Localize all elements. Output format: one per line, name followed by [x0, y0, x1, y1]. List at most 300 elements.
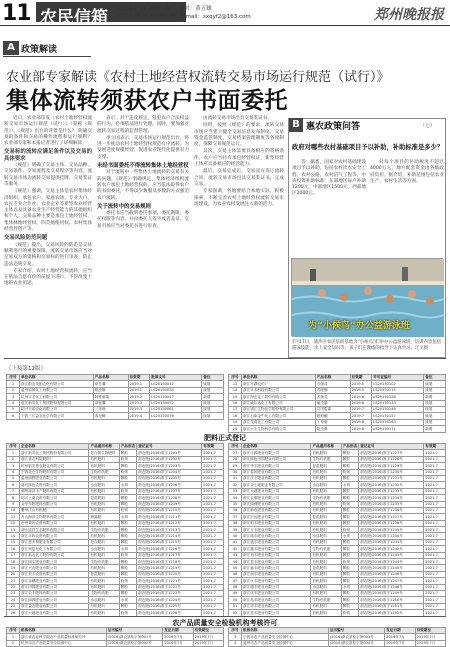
column-header: 序号 [229, 444, 242, 450]
table-cell: 浙农肥(2016)准字1241号 [359, 539, 424, 545]
table-cell: 浙农肥(2016)准字1208号 [137, 495, 202, 501]
table-cell: 浙农肥(2016)准字1225号 [137, 603, 202, 609]
table-cell: 浙农肥(2016)准字1238号 [359, 520, 424, 526]
table-cell: 续展 [202, 406, 224, 412]
table-cell: 浙江丰源肥业有限公司 [242, 450, 311, 456]
table-cell: 戊唑醇 [315, 387, 350, 393]
column-header: 有效期 [128, 375, 150, 381]
table-cell: 浙江禾本科技有限公司 [242, 387, 316, 393]
table-cell: 续展 [424, 413, 446, 419]
table-cell: 续展 [424, 400, 446, 406]
table-cell: 浙农肥(2016)准字1235号 [359, 501, 424, 507]
table-cell: 2016年7月 [385, 634, 415, 640]
table-cell: 30 [229, 469, 242, 475]
table-cell: 有机肥料 [311, 520, 341, 526]
table-cell: 浙江农康肥业有限公司 [242, 495, 311, 501]
table-cell: 2021.7 [202, 482, 224, 488]
table-cell: 2021.7 [202, 463, 224, 469]
table-cell: 水溶肥料 [311, 533, 341, 539]
table-cell: 水剂 [119, 546, 136, 552]
table-cell: 三环唑 [93, 406, 128, 412]
table-cell: 12 [7, 520, 20, 526]
table-cell: 杭州宇龙化工有限公司 [20, 394, 94, 400]
photo-headline: 为“小候鸟”办公益游泳班 [308, 321, 410, 331]
table-cell: 浙江嘉丰肥业有限公司 [242, 565, 311, 571]
table-cell: 有机肥料 [89, 488, 119, 494]
table-cell: 2021.7 [202, 533, 224, 539]
table-cell: 2021.7 [424, 559, 446, 565]
table-cell: 浙江兆丰肥业有限公司 [242, 597, 311, 603]
table-cell: 浙江绿宝肥业有限公司 [20, 559, 89, 565]
table-cell: 杭州临安惠农肥业有限公司 [20, 463, 89, 469]
column-header: 有效期至 [415, 628, 445, 634]
table-cell: 2021.7 [202, 507, 224, 513]
table-cell: 浙江泰丰肥业有限公司 [242, 559, 311, 565]
table-cell: 浙江惠多利肥业有限公司 [20, 539, 89, 545]
table-cell: 浙农肥(2016)准字1215号 [137, 539, 202, 545]
table-cell: 浙农肥(2016)准字1230号 [359, 469, 424, 475]
table-cell: 颗粒 [119, 590, 136, 596]
column-header: 有效期 [424, 444, 446, 450]
box-answer-right [370, 160, 444, 254]
table-cell: 浙农肥(2016)准字1210号 [137, 507, 202, 513]
page-header [0, 0, 450, 26]
table-cell: 颗粒 [119, 475, 136, 481]
table-cell: 2021.7 [424, 590, 446, 596]
table-cell: 2019.8 [350, 426, 372, 432]
table-cell: 2021.7 [202, 578, 224, 584]
paragraph: 《规范》强调，交易主体是农村集体经济组织、承包农户、家庭农场、专业大户、农民专业合作社、农业企业等新型农业经营主体以及具备农业生产经营能力的其他组织和个人。交易品种主要是承包土地经营权、集体林地经营权、四荒地使用权、农村集体经营性资产等。 [4, 189, 92, 233]
table-cell: 2019.1 [128, 387, 150, 393]
table-cell: 舟山海洋生物肥料有限公司 [20, 514, 89, 520]
table-cell: 1 [7, 450, 20, 456]
table-cell: 浙农肥(2016)准字1214号 [137, 533, 202, 539]
paragraph: 对每个项目的补助额度不超过4000万元。地方配套资金由各级政府负担。据介绍，补助范围包括农业生产、农村生活等方面。 [370, 160, 444, 184]
table-cell: 有机肥料 [311, 603, 341, 609]
table-cell: 33 [229, 488, 242, 494]
table-cell: 湖州南浔丰产肥料有限公司 [20, 488, 89, 494]
paragraph: 李立国表示，交易市场运行规范出台，将进一步推动农村土地经营权规范有序流转，为发展适度规模经营、促进农业现代化提供有力支撑。 [97, 135, 189, 160]
table-cell: 浙江龙湾化工有限公司 [242, 419, 316, 425]
column-header: 单位名称 [242, 375, 316, 381]
paragraph: 表示，对于违反规定，侵犯农户合法权益的行为，必须依法进行处理。同时，要加强对流转交易过程的监督管理。 [97, 116, 189, 134]
table-cell: 25 [7, 603, 20, 609]
table-row [229, 640, 446, 646]
table-cell: 颗粒 [119, 527, 136, 533]
table-cell: 2021.7 [202, 539, 224, 545]
table-cell: 啶虫脒 [315, 426, 350, 432]
table-cell: 浙江沃土肥业有限公司 [242, 475, 311, 481]
table-cell: 浙农肥(2016)准字1245号 [359, 565, 424, 571]
table-cell: 颗粒 [341, 507, 358, 513]
fertilizer-table-right [228, 443, 446, 617]
table-cell: 有机肥料 [89, 552, 119, 558]
table-cell: 生物有机肥 [89, 469, 119, 475]
table-cell: 浙农肥(2016)准字1204号 [137, 469, 202, 475]
table-cell: 2021.7 [202, 527, 224, 533]
table-cell: 浙农肥(2016)准字1229号 [359, 463, 424, 469]
table-cell: 浙农肥(2016)准字1218号 [137, 559, 202, 565]
table-cell: 生物有机肥 [89, 527, 119, 533]
table-cell: 2019.5 [350, 381, 372, 387]
column-header: 有效期 [202, 444, 224, 450]
column-header: 产品名称 [93, 375, 128, 381]
table-cell: 有机肥料 [311, 501, 341, 507]
table-cell: 浙农肥(2016)准字1249号 [359, 590, 424, 596]
table-cell: 19 [229, 419, 242, 425]
table-cell: 2021.7 [424, 546, 446, 552]
section-divider [3, 56, 91, 57]
table-cell: 2021.7 [202, 571, 224, 577]
table-cell: 有机肥料 [311, 469, 341, 475]
table-cell: 有机肥料 [311, 527, 341, 533]
table-cell: (2016)浙农质检字第004号 [328, 640, 384, 646]
table-cell: 颗粒 [119, 450, 136, 456]
table-cell: 复合肥料 [89, 539, 119, 545]
table-cell: 2016年7月 [385, 640, 415, 646]
table-cell: 颗粒 [341, 571, 358, 577]
table-cell: 32 [229, 482, 242, 488]
table-cell: LS20150052 [150, 400, 202, 406]
table-cell: 36 [229, 507, 242, 513]
table-cell: 4 [229, 640, 242, 646]
table-cell: 颗粒 [341, 514, 358, 520]
table-cell: 颗粒 [119, 565, 136, 571]
table-cell: 2021.7 [424, 603, 446, 609]
table-cell: 浙江永丰肥业有限公司 [242, 578, 311, 584]
table-cell: 24 [7, 597, 20, 603]
table-cell: 续展 [424, 387, 446, 393]
table-cell: 38 [229, 520, 242, 526]
table-row [7, 413, 224, 419]
table-cell: 2021.7 [202, 565, 224, 571]
table-cell: 水剂 [341, 584, 358, 590]
box-question: 政府对哪些农村基础项目予以补助，补助标准是多少？ [292, 144, 444, 151]
table-cell: 粉剂 [341, 559, 358, 565]
table-cell: 浙农肥(2016)准字1217号 [137, 552, 202, 558]
article-headline: 集体流转须获农户书面委托 [6, 88, 288, 114]
table-cell: 有机肥料 [89, 533, 119, 539]
table-cell: 浙农肥(2016)准字1222号 [137, 584, 202, 590]
table-cell: 44 [229, 559, 242, 565]
table-cell: 2019.3 [128, 406, 150, 412]
table-cell: LS20150078 [150, 413, 202, 419]
table-cell: 浙江春风肥业有限公司 [242, 469, 311, 475]
table-cell: 浙农肥(2016)准字1246号 [359, 571, 424, 577]
table-cell: LS20150157 [372, 413, 424, 419]
table-cell: 颗粒 [341, 495, 358, 501]
table-cell: 16 [7, 546, 20, 552]
table-cell: 6 [7, 482, 20, 488]
table-cell: 续展 [424, 406, 446, 412]
table-cell: LS20150163 [372, 419, 424, 425]
table-cell: 丽水遂昌生态肥料有限公司 [20, 527, 89, 533]
photo-caption: 7月17日，浦沙区农民培训基地为“小候鸟”们举办公益游泳班，培训内容包括游泳技能、水上安全知识等。孩子们在教练的指导下认真学习。江文摄 [292, 340, 442, 351]
table-cell: 浙江益农肥业有限公司 [20, 603, 89, 609]
contact-line: 电话：0571-86757150 E-mail：sxqyf2@163.com [118, 14, 251, 20]
table-cell: 50 [229, 597, 242, 603]
column-header: 序号 [7, 628, 20, 634]
column-header: 有效期 [350, 375, 372, 381]
table-cell: 续展 [202, 381, 224, 387]
table-cell: 粉剂 [119, 469, 136, 475]
table-cell: 颗粒 [341, 463, 358, 469]
table-cell: 宁波市农产品质量安全检测中心 [242, 634, 329, 640]
table-cell: 31 [229, 475, 242, 481]
table-cell: 草铵膦 [93, 400, 128, 406]
table-cell: 42 [229, 546, 242, 552]
table-cell: 浙农肥(2016)准字1219号 [137, 565, 202, 571]
table-cell: 有机肥料 [311, 590, 341, 596]
table-cell: 浙农肥(2016)准字1205号 [137, 475, 202, 481]
table-cell: 2016年7月 [163, 634, 193, 640]
permit-table-top-left [6, 374, 224, 420]
table-cell: 浙江庆丰肥业有限公司 [242, 590, 311, 596]
table-cell: 浙农肥(2016)准字1236号 [359, 507, 424, 513]
table-cell: 43 [229, 552, 242, 558]
table-cell: 2021.7 [424, 450, 446, 456]
table-cell: 浙江新农肥业有限公司 [242, 507, 311, 513]
table-cell: 2021.7 [202, 590, 224, 596]
table-cell: 2021.7 [424, 456, 446, 462]
table-cell: 浙江农丰肥料有限公司 [20, 590, 89, 596]
column-header: 发证日期 [385, 628, 415, 634]
table-cell: 10 [7, 507, 20, 513]
table-cell: 浙江润丰肥业有限公司 [242, 571, 311, 577]
table-cell: 浙农肥(2016)准字1243号 [359, 552, 424, 558]
table-cell: 2021.7 [424, 584, 446, 590]
table-cell: 2021.7 [424, 475, 446, 481]
table-cell: 有机肥料 [311, 507, 341, 513]
table-cell: 颗粒 [341, 539, 358, 545]
column-header: 批准文号 [150, 375, 202, 381]
table-cell: 49 [229, 590, 242, 596]
table-cell: 2019.8 [350, 419, 372, 425]
table-cell: 20 [229, 426, 242, 432]
table-cell: 浙江美丰农资有限公司 [20, 571, 89, 577]
table-cell: 41 [229, 539, 242, 545]
table-cell: 生物有机肥 [311, 495, 341, 501]
table-cell: 2021.7 [202, 456, 224, 462]
table-cell: (2016)浙农质检字第001号 [106, 634, 162, 640]
table-cell: 2021.7 [202, 488, 224, 494]
table-cell: 水剂 [341, 482, 358, 488]
table-cell: 有机肥料 [311, 552, 341, 558]
table-cell: 浙农肥(2016)准字1211号 [137, 514, 202, 520]
table-cell: 杭州市农产品质量安全检测中心 [20, 640, 107, 646]
table-cell: 粉剂 [119, 578, 136, 584]
table-cell: 46 [229, 571, 242, 577]
table-cell: 8 [7, 495, 20, 501]
table-cell: 26 [7, 610, 20, 616]
table-cell: 绍兴天诺农化有限公司 [20, 406, 94, 412]
table-cell: 浙江平湖农药厂 [242, 381, 316, 387]
table-cell: 绍兴上虞农资有限公司 [20, 495, 89, 501]
table-cell: 40 [229, 533, 242, 539]
table-cell: 生物有机肥 [89, 590, 119, 596]
subhead: 交易标的流转应满足条件以及交易的具体要求 [4, 149, 92, 162]
article-column-1 [4, 116, 92, 336]
table-cell: 浙江绿色田园肥业有限公司 [242, 456, 311, 462]
column-header: 序号 [7, 375, 20, 381]
table-cell: 3 [229, 634, 242, 640]
table-cell: 2021.7 [424, 514, 446, 520]
table-cell: 颗粒 [341, 488, 358, 494]
table-cell: 颗粒 [119, 571, 136, 577]
table-cell: 19 [7, 565, 20, 571]
paragraph: 《规范》提出，交易风险的防范是交易顺利进行的重要保障，流转交易市场应当对交易双方的资格和交易标的进行审查，防止违法违规交易。 [4, 242, 92, 267]
page-number: 11 [2, 1, 31, 26]
table-cell: 浙农肥(2016)准字1213号 [137, 527, 202, 533]
table-cell: 浙江大地肥业有限公司 [242, 488, 311, 494]
date-line: 2016.7.23 编辑：徐兰 校对：黄五雄 [118, 6, 212, 12]
paragraph: 专家强调，各地要结合本地实际，积极探索，不断完善农村土地经营权流转交易市场建设，为农业农村发展注入新的活力。 [194, 189, 284, 207]
table-cell: 2021.7 [424, 469, 446, 475]
table-cell: 48 [229, 584, 242, 590]
table-cell: 浙江华丰肥业有限公司 [242, 463, 311, 469]
table-cell: 21 [7, 578, 20, 584]
table-cell: 粉剂 [341, 527, 358, 533]
table-cell: 2021.7 [424, 533, 446, 539]
table-cell: 浙江新安化工集团股份有限公司 [20, 400, 94, 406]
table-cell: 浙农肥(2016)准字1240号 [359, 533, 424, 539]
paragraph: 最后，交易完成后，交易双方签订流转合同，流转交易市场出具交易鉴证书，完成交易。 [194, 169, 284, 187]
table-cell: (2016)浙农质检字第002号 [106, 640, 162, 646]
table-cell: LS20150128 [372, 394, 424, 400]
table-cell: 颗粒 [119, 501, 136, 507]
table-cell: 15 [229, 394, 242, 400]
table-cell: 浙农肥(2016)准字1233号 [359, 488, 424, 494]
table-cell: 浙农肥(2016)准字1248号 [359, 584, 424, 590]
table-cell: 温州原种化工有限公司 [20, 387, 94, 393]
table-cell: 生物有机肥 [311, 597, 341, 603]
table-cell: 颗粒 [341, 590, 358, 596]
table-cell: 2019.1 [128, 381, 150, 387]
table-cell: 2019.6 [350, 400, 372, 406]
inspection-section-title: 农产品质量安全检验机构考核许可 [172, 619, 278, 627]
table-cell: 宁波三江益农化学有限公司 [20, 413, 94, 419]
table-cell: 复混肥料 [311, 514, 341, 520]
table-cell: 2021.7 [424, 578, 446, 584]
table-cell: 颗粒 [341, 456, 358, 462]
table-cell: 6 [7, 413, 20, 419]
table-cell: 有机肥料 [89, 603, 119, 609]
table-cell: 金华东阳肥料有限公司 [20, 501, 89, 507]
section-letter: B [289, 118, 303, 132]
table-cell: 2021.7 [202, 559, 224, 565]
table-cell: 浙江恒丰肥业有限公司 [242, 520, 311, 526]
table-cell: 浙农肥(2016)准字1212号 [137, 520, 202, 526]
table-cell: 27 [229, 450, 242, 456]
table-cell: 2021.7 [202, 584, 224, 590]
table-cell: 2019年7月 [415, 634, 445, 640]
table-cell: 2019.4 [128, 413, 150, 419]
paragraph: 答：据悉，国家对农村基础建设项目予以补助，包括农村饮水安全工程、农村公路、农村沼气工程等。中央投资补助标准：东部地区每户补助1200元，中部地区1500元，西部地区2000元。 [292, 160, 366, 197]
table-cell: LS20150035 [150, 387, 202, 393]
table-cell: 粉剂 [341, 501, 358, 507]
table-cell: 4 [7, 400, 20, 406]
table-cell: 颗粒 [341, 597, 358, 603]
table-cell: 浙江省农业科学院农产品质量标准研究所 [20, 634, 107, 640]
table-cell: 有机肥料 [311, 539, 341, 545]
table-cell: 2021.7 [202, 603, 224, 609]
table-cell: 2021.7 [424, 495, 446, 501]
table-cell: 29 [229, 463, 242, 469]
table-cell: 45 [229, 565, 242, 571]
table-cell: 2021.7 [424, 565, 446, 571]
table-cell: 颗粒 [119, 520, 136, 526]
table-cell: 52 [229, 610, 242, 616]
column-header: 单位名称 [20, 375, 94, 381]
table-cell: 粉剂 [119, 488, 136, 494]
column-header: 序号 [229, 628, 242, 634]
table-cell: 5 [7, 406, 20, 412]
table-cell: 新增 [424, 426, 446, 432]
masthead-logo: 郑州晚报报 [374, 7, 444, 23]
section-tag-policy [3, 41, 91, 55]
table-cell: 有机肥料 [89, 475, 119, 481]
table-cell: 2021.7 [424, 610, 446, 616]
paragraph: 由流转交易市场出具交易鉴证书。 [203, 116, 272, 121]
table-cell: (2016)浙农质检字第003号 [328, 634, 384, 640]
table-cell: 丁草胺 [315, 419, 350, 425]
table-cell: 粉剂 [119, 456, 136, 462]
lead-paragraph: 近日，农业部印发《农村土地经营权流转交易市场运行规范（试行）》（简称《规范》）。《规范》出台的背景是什么？ 明确交易的条件和交易的操作流程和运行规则？ 农业部专家和本报记者进行了详细解读。 [4, 116, 92, 147]
table-cell: 11 [7, 514, 20, 520]
table-cell: 2021.7 [202, 475, 224, 481]
table-cell: 有机肥料 [311, 610, 341, 616]
table-cell: 颗粒 [341, 520, 358, 526]
table-cell: 2019.7 [350, 406, 372, 412]
table-cell: 3 [7, 394, 20, 400]
table-cell: 水剂 [341, 533, 358, 539]
table-cell: 浙江德丰肥业有限公司 [242, 584, 311, 590]
table-cell: 水溶肥料 [89, 546, 119, 552]
table-cell: 1 [7, 381, 20, 387]
table-cell: 浙江富丰肥业有限公司 [242, 610, 311, 616]
paragraph: 同时，按照《规范》的要求，流转交易市场应当建立健全交易信息发布制度、交易资金监管制度、交易档案管理制度等各项制度，保障交易规范运行。 [194, 123, 284, 148]
table-cell: 续展 [202, 413, 224, 419]
table-cell: 34 [229, 495, 242, 501]
table-cell: 14 [229, 387, 242, 393]
table-cell: 多菌灵 [315, 394, 350, 400]
table-cell: 浙农肥(2016)准字1231号 [359, 475, 424, 481]
table-cell: 2019.3 [128, 400, 150, 406]
section-divider [4, 616, 446, 617]
column-header: 证书编号 [328, 628, 384, 634]
table-cell: 有机肥料 [89, 565, 119, 571]
column-header: 证书编号 [106, 628, 162, 634]
table-cell: 2019年7月 [415, 640, 445, 646]
table-cell: 2016年7月 [163, 640, 193, 646]
table-cell: LS20150133 [372, 400, 424, 406]
table-cell: 浙江天地肥业有限公司 [20, 610, 89, 616]
table-cell: LS20150012 [150, 381, 202, 387]
table-cell: 35 [229, 501, 242, 507]
column-header: 企业名称 [20, 444, 89, 450]
table-cell: 浙江祥丰肥业有限公司 [242, 603, 311, 609]
table-cell: LS20150115 [372, 387, 424, 393]
table-cell: 浙农肥(2016)准字1244号 [359, 559, 424, 565]
table-cell: 生物有机肥 [89, 559, 119, 565]
table-cell: 颗粒 [119, 463, 136, 469]
table-cell: 13 [7, 527, 20, 533]
table-cell: 37 [229, 514, 242, 520]
box-number: （七） [420, 123, 436, 129]
table-cell: 粉剂 [119, 610, 136, 616]
table-cell: 1 [7, 634, 20, 640]
table-cell: 颗粒 [119, 539, 136, 545]
